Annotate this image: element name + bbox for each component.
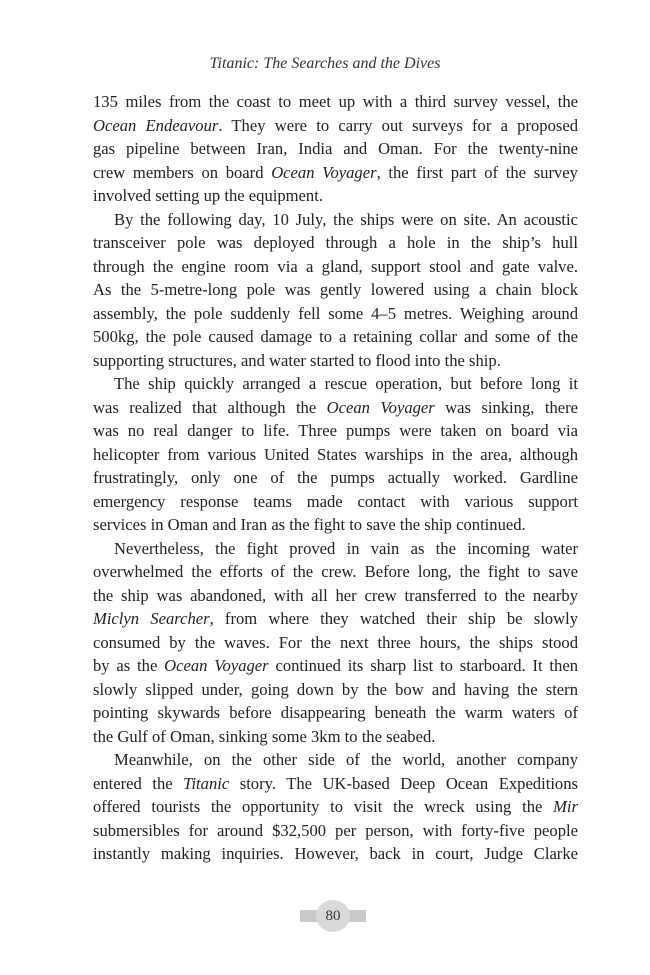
italic-title-text: Miclyn Searcher: [93, 609, 210, 628]
text-line: [93, 137, 578, 161]
text-segment: instantly making inquiries. However, back in court, Judge Clarke: [93, 844, 578, 863]
text-line: [93, 701, 578, 725]
text-segment: , from where they watched their ship be slowly: [209, 609, 578, 628]
text-line: [93, 772, 578, 796]
text-segment: supporting structures, and water started to flood into the ship.: [93, 350, 501, 370]
text-segment: . They were to carry out surveys for a proposed: [218, 115, 578, 135]
text-segment: involved setting up the equipment.: [93, 186, 323, 205]
body-text: [93, 90, 578, 866]
text-segment: was realized that although the: [93, 397, 327, 417]
text-segment: assembly, the pole suddenly fell some 4–5 metres. Weighing around: [93, 303, 578, 323]
text-line: [93, 255, 578, 279]
text-line: [93, 372, 578, 396]
text-segment: entered the: [93, 773, 184, 793]
italic-title-text: Mir: [553, 797, 578, 816]
text-segment: pointing skywards before disappearing beneath the warm waters of: [93, 703, 578, 722]
text-segment: transceiver pole was deployed through a hole in the ship’s hull: [93, 233, 578, 252]
text-line: [93, 208, 578, 232]
running-head: Titanic: The Searches and the Dives: [209, 55, 441, 72]
text-line: [93, 302, 578, 326]
text-segment: offered tourists the opportunity to visit the wreck using the: [93, 797, 554, 816]
text-segment: crew members on board: [93, 162, 272, 182]
text-line: [93, 443, 578, 467]
text-line: [93, 584, 578, 608]
text-segment: was no real danger to life. Three pumps were taken on board via: [93, 421, 578, 440]
text-line: [93, 795, 578, 819]
text-line: [93, 231, 578, 255]
text-segment: the Gulf of Oman, sinking some 3km to the seabed.: [93, 726, 436, 746]
text-segment: overwhelmed the efforts of the crew. Before long, the fight to save: [93, 562, 578, 581]
text-segment: emergency response teams made contact with various support: [93, 491, 578, 511]
text-segment: was sinking, there: [434, 397, 578, 417]
text-line: [93, 396, 578, 420]
text-segment: By the following day, 10 July, the ships were on site. An acoustic: [114, 209, 578, 229]
text-line: [93, 678, 578, 702]
text-line: [93, 748, 578, 772]
text-line: [93, 184, 578, 208]
text-line: [93, 513, 578, 537]
text-line: [93, 114, 578, 138]
italic-title-text: Ocean Voyager: [164, 656, 269, 675]
text-line: [93, 490, 578, 514]
page-number: 80: [316, 900, 350, 932]
text-segment: by as the: [93, 656, 165, 675]
text-segment: Nevertheless, the fight proved in vain as the incoming water: [114, 538, 578, 558]
text-line: [93, 325, 578, 349]
text-line: [93, 537, 578, 561]
text-line: [93, 278, 578, 302]
text-line: [93, 560, 578, 584]
text-segment: continued its sharp list to starboard. It then: [268, 656, 578, 675]
text-line: [93, 631, 578, 655]
text-line: [93, 842, 578, 866]
text-segment: , the first part of the survey: [376, 162, 578, 182]
text-segment: services in Oman and Iran as the fight to save the ship continued.: [93, 515, 526, 534]
text-line: [93, 161, 578, 185]
text-segment: Meanwhile, on the other side of the world, another company: [114, 750, 578, 769]
page-number-footer: [0, 900, 650, 932]
text-segment: the ship was abandoned, with all her crew transferred to the nearby: [93, 585, 578, 605]
text-line: [93, 819, 578, 843]
text-segment: slowly slipped under, going down by the bow and having the stern: [93, 679, 578, 699]
text-segment: 500kg, the pole caused damage to a retaining collar and some of the: [93, 327, 578, 346]
text-line: [93, 725, 578, 749]
italic-title-text: Titanic: [183, 773, 230, 793]
text-line: [93, 607, 578, 631]
text-segment: The ship quickly arranged a rescue operation, but before long it: [114, 374, 578, 393]
italic-title-text: Ocean Voyager: [326, 397, 435, 417]
italic-title-text: Ocean Voyager: [271, 162, 377, 182]
text-segment: submersibles for around $32,500 per person, with forty-five people: [93, 820, 578, 840]
text-segment: gas pipeline between Iran, India and Oman. For the twenty-nine: [93, 139, 578, 158]
text-line: [93, 90, 578, 114]
text-segment: through the engine room via a gland, support stool and gate valve.: [93, 256, 578, 276]
text-segment: frustratingly, only one of the pumps actually worked. Gardline: [93, 468, 578, 487]
text-line: [93, 654, 578, 678]
text-line: [93, 419, 578, 443]
text-segment: helicopter from various United States warships in the area, although: [93, 444, 578, 464]
text-line: [93, 349, 578, 373]
text-segment: 135 miles from the coast to meet up with a third survey vessel, the: [93, 92, 578, 111]
italic-title-text: Ocean Endeavour: [93, 115, 219, 135]
text-segment: As the 5-metre-long pole was gently lowered using a chain block: [93, 280, 578, 299]
text-segment: consumed by the waves. For the next three hours, the ships stood: [93, 632, 578, 652]
text-segment: story. The UK-based Deep Ocean Expeditions: [229, 773, 578, 793]
text-line: [93, 466, 578, 490]
